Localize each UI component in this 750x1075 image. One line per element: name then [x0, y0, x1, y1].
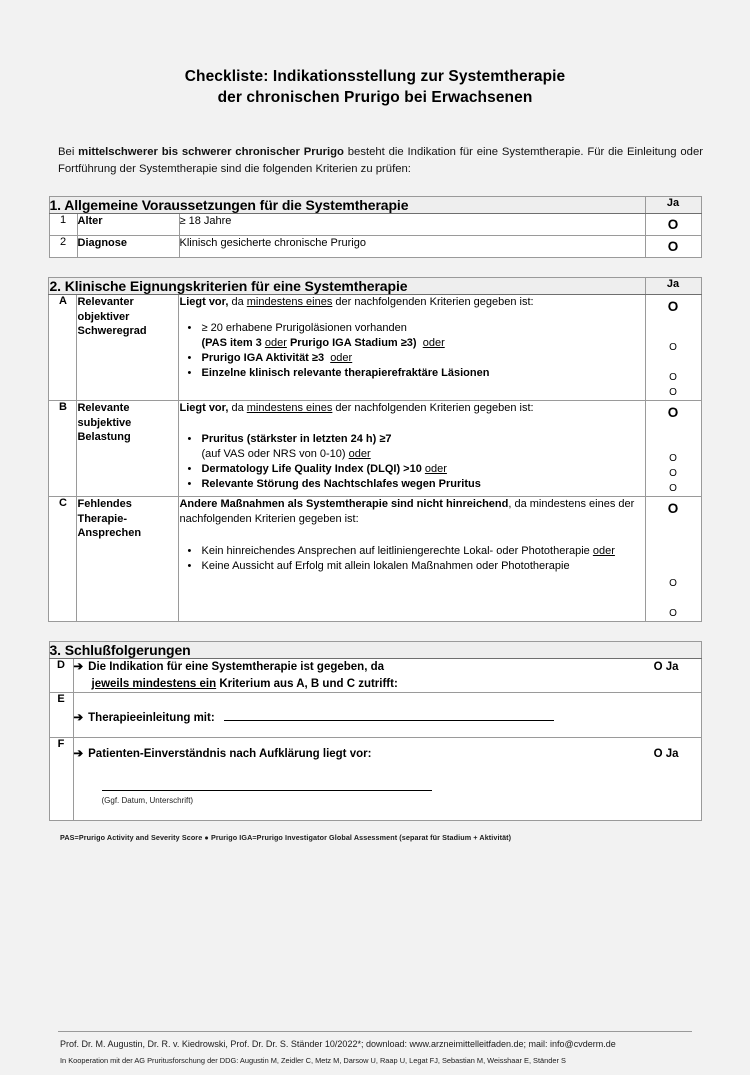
row-key: B — [49, 401, 77, 497]
conclusion-line-1: Die Indikation für eine Systemtherapie ist gegeben, da — [88, 661, 385, 673]
item-main: Relevante Störung des Nachtschlafes wegen Pruritus — [201, 478, 481, 490]
mark-stack — [646, 401, 701, 496]
circle-mark: O — [667, 239, 679, 254]
criteria-list — [179, 432, 644, 492]
row-criteria — [179, 401, 645, 497]
section-2-title: 2. Klinische Eignungskriterien für eine Systemtherapie — [49, 278, 645, 295]
intro-paragraph — [58, 144, 703, 178]
table-row — [49, 693, 701, 738]
item-sub-u1: oder — [264, 337, 287, 349]
lead-bold: Andere Maßnahmen als Systemtherapie sind nicht hinreichend — [179, 498, 509, 510]
list-item — [179, 477, 644, 492]
item-main: Einzelne klinisch relevante therapierefraktäre Läsionen — [201, 367, 490, 379]
conclusion-e — [73, 693, 701, 738]
item-main: Dermatology Life Quality Index (DLQI) >10 — [201, 463, 425, 475]
section-1-ja-header: Ja — [645, 197, 701, 214]
row-label: Diagnose — [77, 236, 179, 258]
section-1-header-row — [49, 197, 701, 214]
conclusion-f — [73, 737, 701, 820]
page-title — [0, 0, 750, 108]
lead-rest-1: da — [228, 296, 247, 308]
row-checkbox[interactable] — [645, 214, 701, 236]
criteria-list — [179, 321, 644, 381]
title-line-1: Checkliste: Indikationsstellung zur Systemtherapie — [184, 68, 566, 85]
row-key: D — [49, 659, 73, 693]
arrow-icon: ➔ — [73, 747, 84, 760]
item-sub-b1: (PAS item 3 — [201, 337, 265, 349]
circle-mark-main: O — [667, 405, 679, 420]
criteria-list — [179, 544, 644, 574]
conclusion-line-1: Patienten-Einverständnis nach Aufklärung liegt vor: — [88, 747, 372, 760]
section-3-header-row — [49, 642, 701, 659]
table-row — [49, 214, 701, 236]
intro-emphasis: mittelschwerer bis schwerer chronischer Prurigo — [78, 146, 344, 158]
intro-pre: Bei — [58, 146, 79, 158]
item-sub — [201, 336, 644, 351]
list-item — [179, 351, 644, 366]
item-main: Pruritus (stärkster in letzten 24 h) ≥7 — [201, 433, 392, 445]
row-text: Klinisch gesicherte chronische Prurigo — [179, 236, 645, 258]
row-key: 1 — [49, 214, 77, 236]
list-item — [179, 321, 644, 351]
row-checkbox-group[interactable] — [645, 401, 701, 497]
table-section-1 — [49, 196, 702, 258]
lead-bold: Liegt vor, — [179, 402, 229, 414]
item-trail: oder — [424, 463, 447, 475]
circle-mark-item: O — [669, 372, 677, 383]
circle-mark-main: O — [667, 501, 679, 516]
signature-caption: (Ggf. Datum, Unterschrift) — [101, 796, 194, 805]
table-row — [49, 236, 701, 258]
circle-mark-item: O — [669, 468, 677, 479]
item-sub-b2: Prurigo IGA Stadium ≥3) — [286, 337, 417, 349]
criteria-lead — [179, 401, 644, 416]
item-sub-u2: oder — [422, 337, 445, 349]
footer-divider — [58, 1031, 692, 1032]
section-2-header-row — [49, 278, 701, 295]
conclusion-d — [73, 659, 701, 693]
item-main: Prurigo IGA Aktivität ≥3 — [201, 352, 325, 364]
circle-mark-item: O — [669, 387, 677, 398]
page-footer — [0, 1031, 750, 1065]
list-item — [179, 432, 644, 462]
item-trail: oder — [592, 545, 615, 557]
item-sub — [201, 447, 644, 462]
lead-underline: mindestens eines — [246, 402, 333, 414]
lead-bold: Liegt vor, — [179, 296, 229, 308]
row-checkbox-group[interactable] — [645, 295, 701, 401]
row-label: Fehlendes Therapie-Ansprechen — [77, 497, 179, 622]
circle-mark-item: O — [669, 608, 677, 619]
table-row — [49, 737, 701, 820]
item-main: Kein hinreichendes Ansprechen auf leitliniengerechte Lokal- oder Phototherapie — [201, 545, 593, 557]
row-checkbox-group[interactable] — [645, 497, 701, 622]
arrow-icon: ➔ — [73, 661, 84, 673]
conclusion-line-2-underline: jeweils mindestens ein — [91, 677, 217, 690]
therapy-entry-field[interactable] — [224, 709, 554, 721]
conclusion-line-1: Therapieeinleitung mit: — [88, 712, 215, 724]
mark-stack — [646, 497, 701, 621]
section-2-ja-header: Ja — [645, 278, 701, 295]
intro-post: besteht die Indikation für eine Systemtherapie. Für die Einleitung oder Fortführung der Systemtherapie sind die folgenden Kriterien zu prüfen: — [58, 146, 704, 175]
mark-stack — [646, 295, 701, 400]
conclusion-line-2-rest: Kriterium aus A, B und C zutrifft: — [216, 677, 398, 690]
row-label: Relevanter objektiver Schweregrad — [77, 295, 179, 401]
criteria-lead — [179, 295, 644, 310]
row-criteria — [179, 295, 645, 401]
table-section-2 — [48, 277, 701, 622]
lead-rest-2: der nachfolgenden Kriterien gegeben ist: — [332, 296, 534, 308]
section-1-title: 1. Allgemeine Voraussetzungen für die Systemtherapie — [49, 197, 645, 214]
item-sub-plain: (auf VAS oder NRS von 0-10) — [201, 448, 349, 460]
list-item — [179, 366, 644, 381]
circle-mark-item: O — [669, 342, 677, 353]
row-key: C — [49, 497, 77, 622]
arrow-icon: ➔ — [73, 712, 84, 724]
circle-mark-main: O — [667, 299, 679, 314]
ja-option-d[interactable]: O Ja — [653, 661, 679, 673]
lead-rest-2: der nachfolgenden Kriterien gegeben ist: — [332, 402, 534, 414]
row-criteria — [179, 497, 645, 622]
row-label: Relevante subjektive Belastung — [77, 401, 179, 497]
item-main: ≥ 20 erhabene Prurigoläsionen vorhanden — [201, 322, 407, 334]
lead-underline: mindestens eines — [246, 296, 333, 308]
table-section-3 — [49, 641, 702, 821]
table-row — [49, 497, 701, 622]
circle-mark-item: O — [669, 578, 677, 589]
list-item — [179, 462, 644, 477]
list-item — [179, 559, 644, 574]
circle-mark-item: O — [669, 483, 677, 494]
circle-mark-item: O — [669, 453, 677, 464]
item-trail: oder — [330, 352, 353, 364]
section-3-title: 3. Schlußfolgerungen — [49, 642, 701, 659]
table-row — [49, 401, 701, 497]
row-key: 2 — [49, 236, 77, 258]
ja-option-f[interactable]: O Ja — [653, 747, 679, 760]
lead-rest-1: da — [228, 402, 247, 414]
table-row — [49, 295, 701, 401]
title-line-2: der chronischen Prurigo bei Erwachsenen — [217, 89, 533, 106]
criteria-lead — [179, 497, 644, 527]
item-sub-u: oder — [348, 448, 371, 460]
table-row — [49, 659, 701, 693]
footer-authors-line: Prof. Dr. M. Augustin, Dr. R. v. Kiedrowski, Prof. Dr. Dr. S. Ständer 10/2022*; download: www.arzneimittelleitfaden.de; mail: info@cvderm.de — [60, 1039, 616, 1049]
list-item — [179, 544, 644, 559]
lead-rest-2: , da mindestens eines der nachfolgenden Kriterien gegeben ist: — [179, 498, 635, 525]
row-key: A — [49, 295, 77, 401]
signature-line[interactable] — [102, 790, 432, 791]
footer-cooperation-line: In Kooperation mit der AG Pruritusforschung der DDG: Augustin M, Zeidler C, Metz M, Darsow U, Raap U, Legat FJ, Sebastian M, Weisshaar E, Ständer S — [60, 1056, 566, 1065]
circle-mark: O — [667, 217, 679, 232]
row-key: E — [49, 693, 73, 738]
abbreviation-footnote: PAS=Prurigo Activity and Severity Score ● Prurigo IGA=Prurigo Investigator Global Assessment (separat für Stadium + Aktivität) — [60, 832, 512, 842]
row-label: Alter — [77, 214, 179, 236]
row-text: ≥ 18 Jahre — [179, 214, 645, 236]
row-checkbox[interactable] — [645, 236, 701, 258]
item-main: Keine Aussicht auf Erfolg mit allein lokalen Maßnahmen oder Phototherapie — [201, 560, 570, 572]
row-key: F — [49, 737, 73, 820]
